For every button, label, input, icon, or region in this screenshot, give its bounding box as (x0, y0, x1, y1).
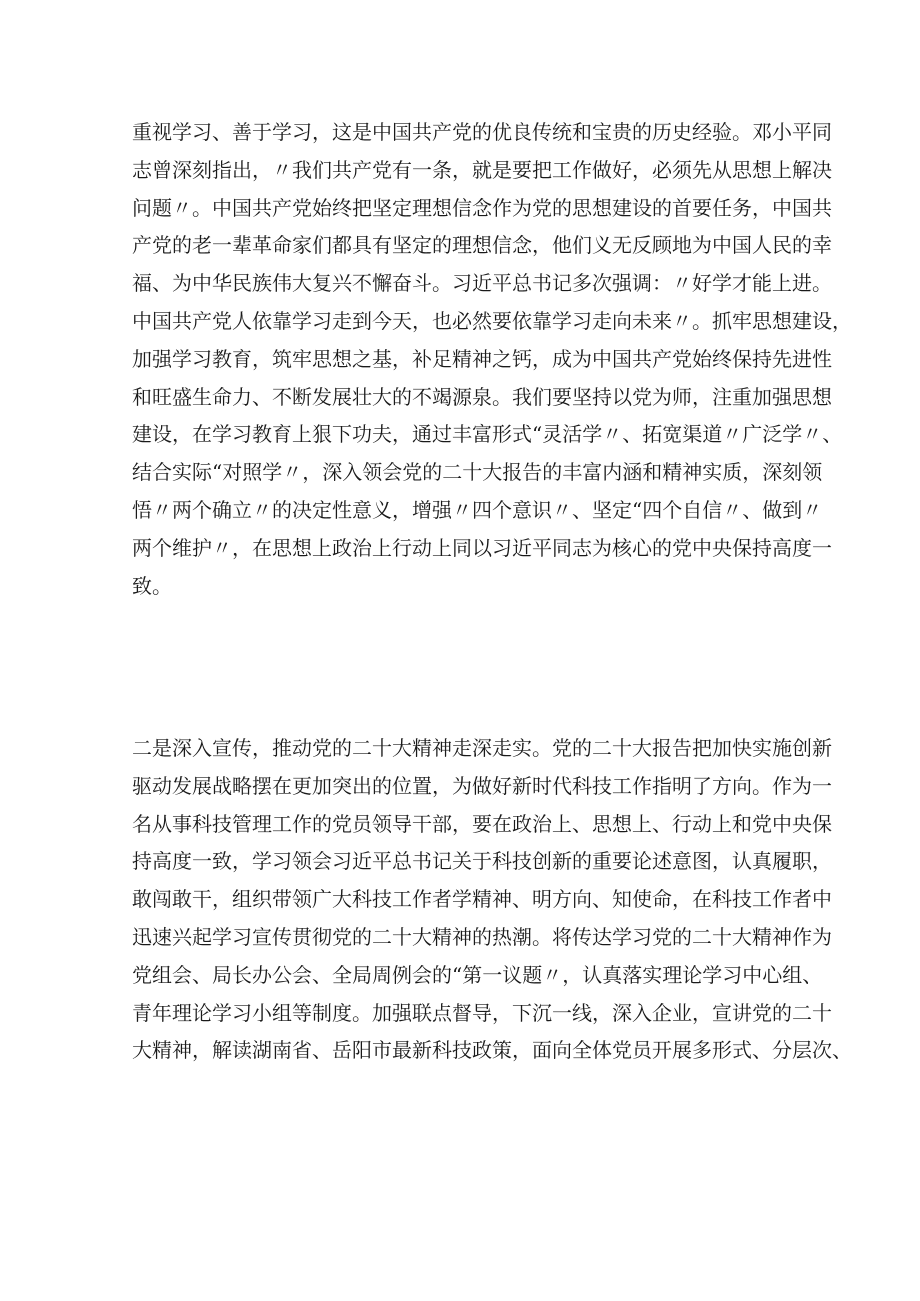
text-line: 两个维护〃，在思想上政治上行动上同以习近平同志为核心的党中央保持高度一 (132, 535, 832, 560)
text-line: 福、为中华民族伟大复兴不懈奋斗。习近平总书记多次强调：〃好学才能上进。 (132, 271, 832, 296)
text-line: 和旺盛生命力、不断发展壮大的不竭源泉。我们要坚持以党为师，注重加强思想 (132, 384, 832, 409)
text-line: 结合实际“对照学〃，深入领会党的二十大报告的丰富内涵和精神实质，深刻领 (132, 460, 823, 485)
text-line: 建设，在学习教育上狠下功夫，通过丰富形式“灵活学〃、拓宽渠道〃广泛学〃、 (132, 422, 843, 447)
text-line: 问题〃。中国共产党始终把坚定理想信念作为党的思想建设的首要任务，中国共 (132, 195, 832, 220)
text-line: 产党的老一辈革命家们都具有坚定的理想信念，他们义无反顾地为中国人民的幸 (132, 233, 832, 258)
text-line: 大精神，解读湖南省、岳阳市最新科技政策，面向全体党员开展多形式、分层次、 (132, 1038, 852, 1063)
text-line: 致。 (132, 573, 172, 598)
text-line: 迅速兴起学习宣传贯彻党的二十大精神的热潮。将传达学习党的二十大精神作为 (132, 924, 832, 949)
text-line: 加强学习教育，筑牢思想之基，补足精神之钙，成为中国共产党始终保持先进性 (132, 346, 832, 371)
text-line: 二是深入宣传，推动党的二十大精神走深走实。党的二十大报告把加快实施创新 (132, 736, 832, 760)
paragraph-study-education (132, 114, 852, 605)
text-line: 悟〃两个确立〃的决定性意义，增强〃四个意识〃、坚定“四个自信〃、做到〃 (132, 497, 823, 522)
text-line: 志曾深刻指出，〃我们共产党有一条，就是要把工作做好，必须先从思想上解决 (132, 157, 832, 182)
text-line: 持高度一致，学习领会习近平总书记关于科技创新的重要论述意图，认真履职， (132, 849, 832, 874)
text-line: 驱动发展战略摆在更加突出的位置，为做好新时代科技工作指明了方向。作为一 (132, 773, 832, 798)
text-line: 青年理论学习小组等制度。加强联点督导，下沉一线，深入企业，宣讲党的二十 (132, 1000, 832, 1025)
text-line: 敢闯敢干，组织带领广大科技工作者学精神、明方向、知使命，在科技工作者中 (132, 887, 832, 912)
paragraph-deep-publicity (132, 730, 852, 1070)
text-line: 名从事科技管理工作的党员领导干部，要在政治上、思想上、行动上和党中央保 (132, 811, 832, 836)
text-line: 重视学习、善于学习，这是中国共产党的优良传统和宝贵的历史经验。邓小平同 (132, 120, 832, 144)
text-line: 中国共产党人依靠学习走到今天，也必然要依靠学习走向未来〃。抓牢思想建设， (132, 308, 852, 333)
text-line: 党组会、局长办公会、全局周例会的“第一议题〃，认真落实理论学习中心组、 (132, 962, 823, 987)
